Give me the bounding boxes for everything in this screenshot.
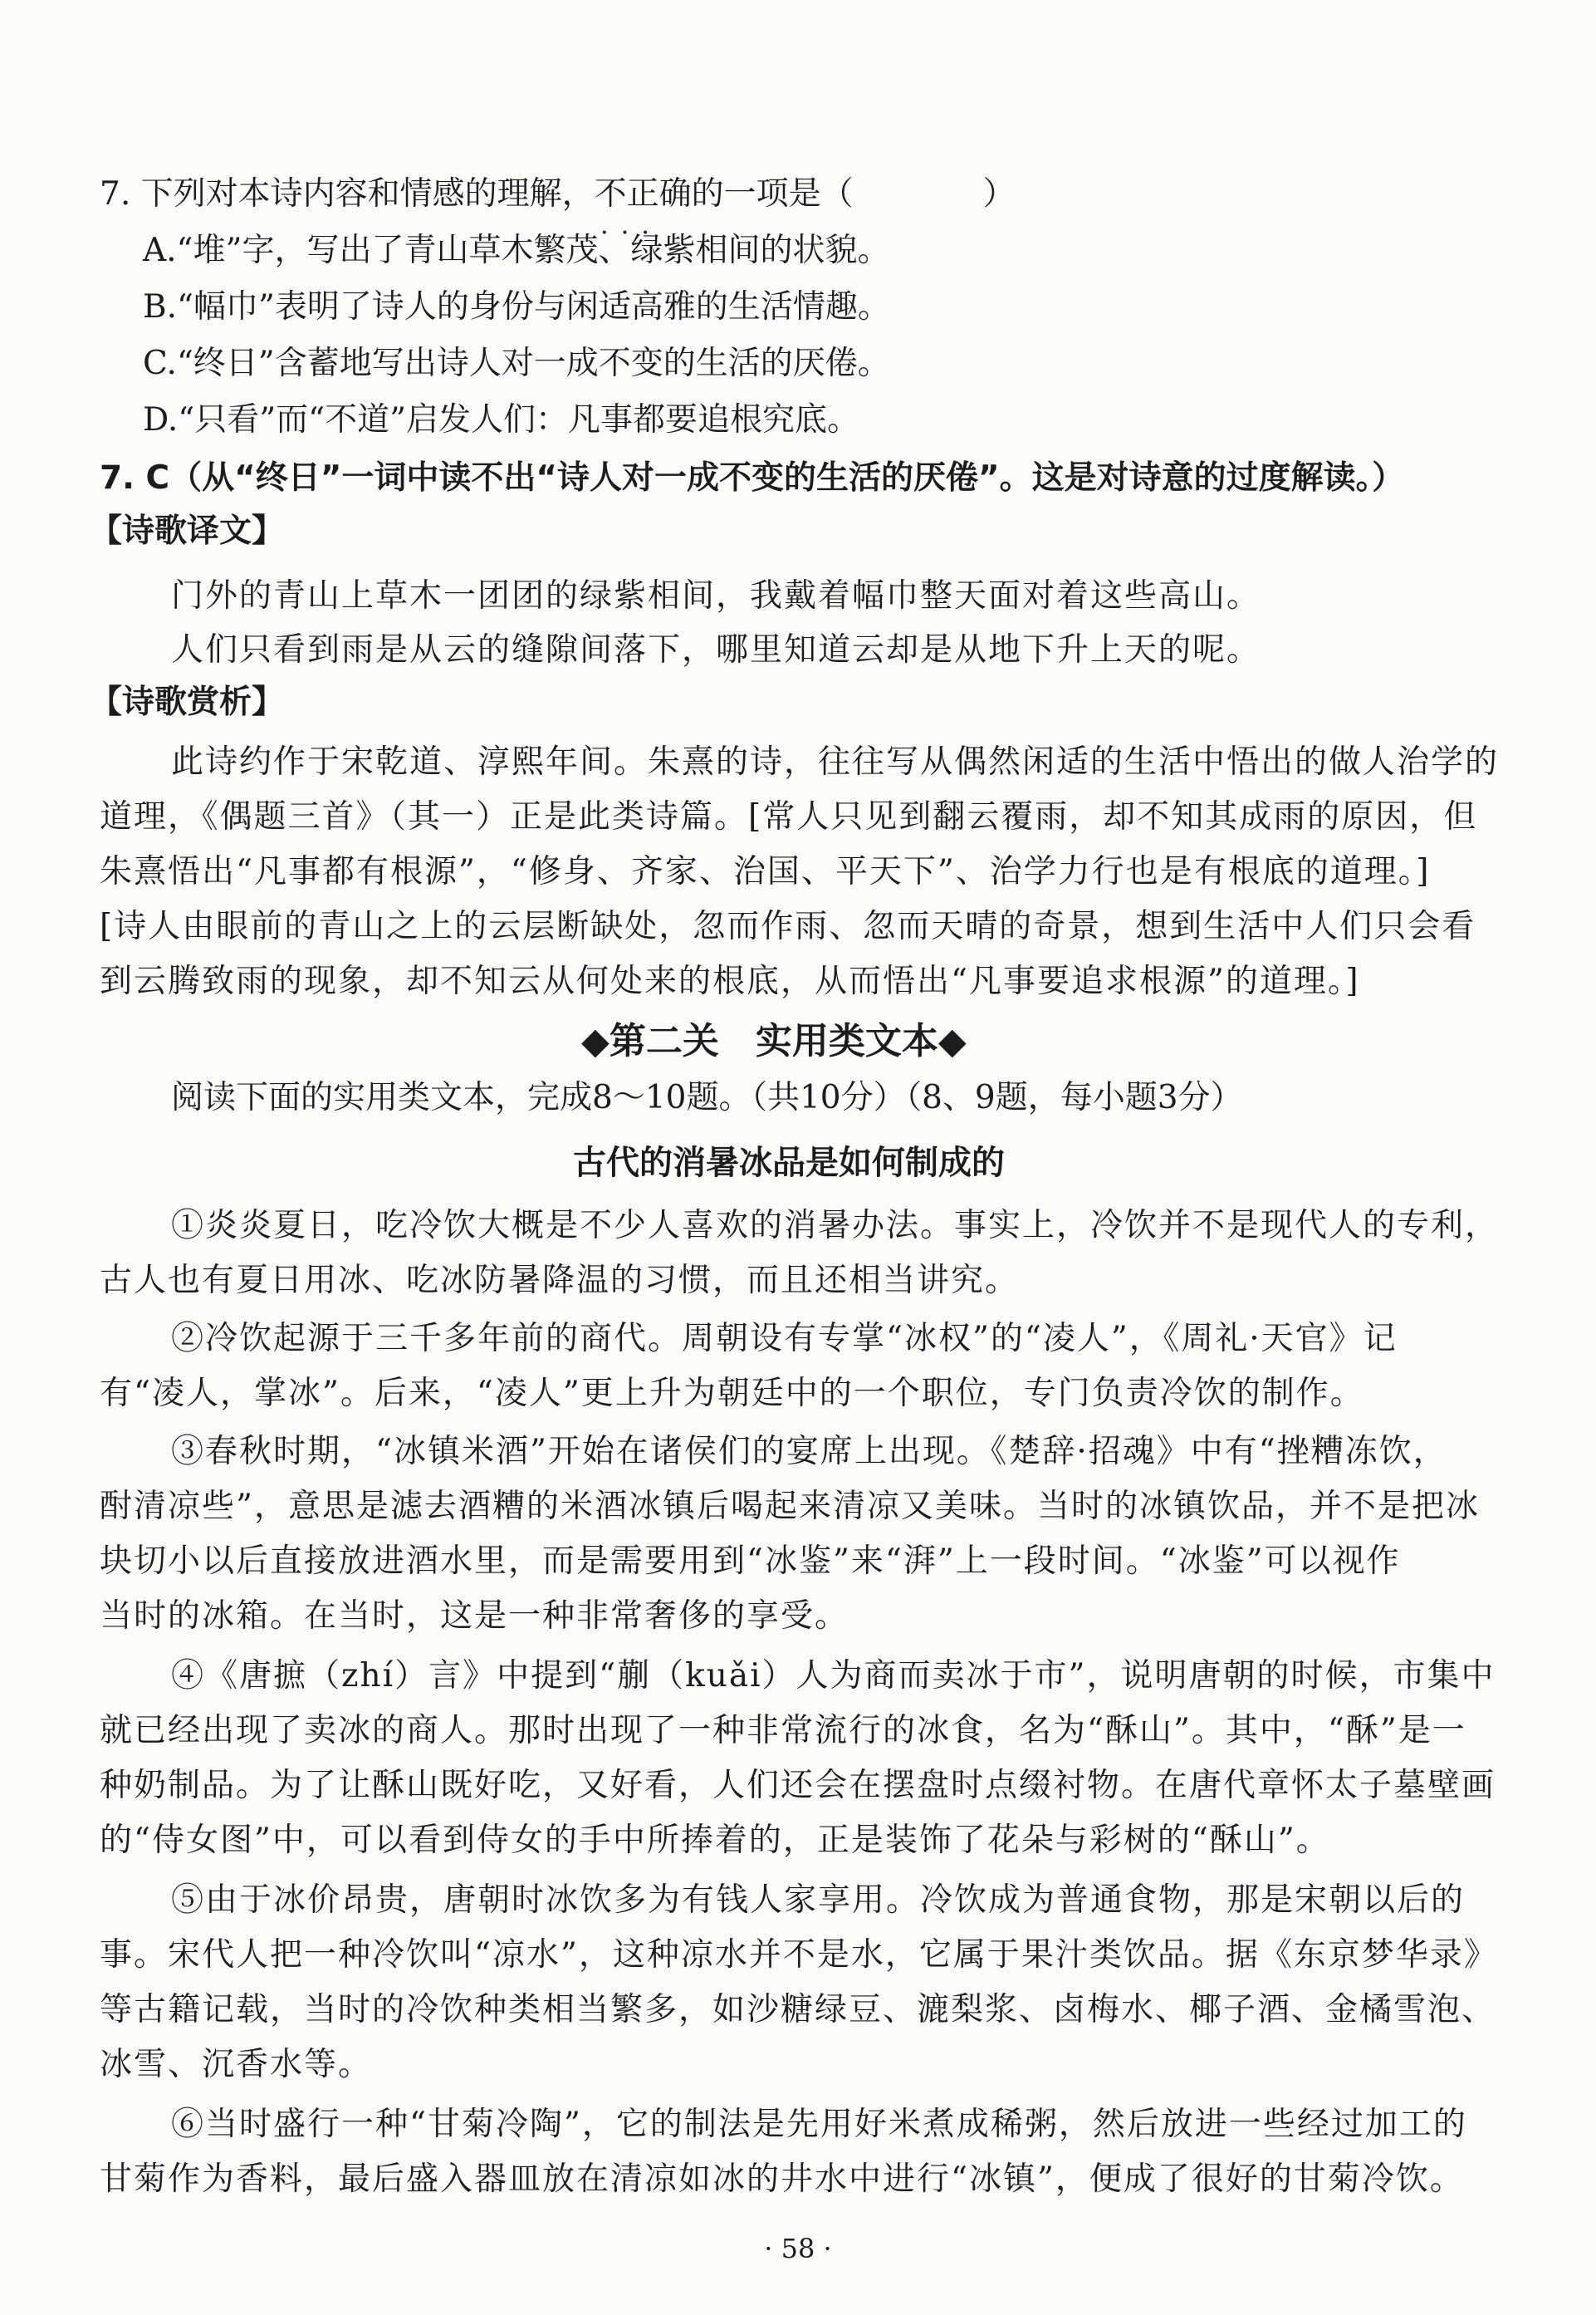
- appreciation-line-1: 此诗约作于宋乾道、淳熙年间。朱熹的诗，往往写从偶然闲适的生活中悟出的做人治学的: [171, 743, 1500, 781]
- translation-header: 【诗歌译文】: [90, 513, 285, 550]
- translation-line-2: 人们只看到雨是从云的缝隙间落下，哪里知道云却是从地下升上天的呢。: [171, 631, 1261, 669]
- article-line-2: 古人也有夏日用冰、吃冰防暑降温的习惯，而且还相当讲究。: [100, 1262, 1020, 1299]
- stem-suffix: 的一项是（ ）: [691, 175, 1016, 213]
- page-number: · 58 ·: [764, 2233, 832, 2264]
- appreciation-header: 【诗歌赏析】: [90, 684, 285, 721]
- article-line-15: 等古籍记载，当时的冷饮种类相当繁多，如沙糖绿豆、漉梨浆、卤梅水、椰子酒、金橘雪泡、: [100, 1991, 1496, 2028]
- article-line-1: ①炎炎夏日，吃冷饮大概是不少人喜欢的消暑办法。事实上，冷饮并不是现代人的专利，: [171, 1207, 1500, 1244]
- question-7-stem: [100, 171, 1016, 218]
- article-line-3: ②冷饮起源于三千多年前的商代。周朝设有专掌“冰权”的“凌人”，《周礼·天官》记: [171, 1320, 1398, 1357]
- article-line-5: ③春秋时期，“冰镇米酒”开始在诸侯们的宴席上出现。《楚辞·招魂》中有“挫糟冻饮，: [171, 1433, 1447, 1470]
- article-line-11: 种奶制品。为了让酥山既好吃，又好看，人们还会在摆盘时点缀衬物。在唐代章怀太子墓壁画: [100, 1767, 1496, 1804]
- article-line-7: 块切小以后直接放进酒水里，而是需要用到“冰鉴”来“湃”上一段时间。“冰鉴”可以视作: [100, 1543, 1401, 1580]
- answer-7: 7. C（从“终日”一词中读不出“诗人对一成不变的生活的厌倦”。这是对诗意的过度解读。）: [100, 459, 1405, 497]
- section-instruction: 阅读下面的实用类文本，完成8～10题。（共10分）（8、9题，每小题3分）: [171, 1079, 1243, 1116]
- appreciation-line-2: 道理，《偶题三首》（其一）正是此类诗篇。[常人只见到翻云覆雨，却不知其成雨的原因，但: [100, 798, 1478, 836]
- appreciation-line-4: [诗人由眼前的青山之上的云层断缺处，忽而作雨、忽而天晴的奇景，想到生活中人们只会看: [100, 908, 1476, 945]
- option-c: C.“终日”含蓄地写出诗人对一成不变的生活的厌倦。: [143, 345, 890, 382]
- stem-prefix: 7. 下列对本诗内容和情感的理解，: [100, 175, 595, 213]
- article-line-14: 事。宋代人把一种冷饮叫“凉水”，这种凉水并不是水，它属于果汁类饮品。据《东京梦华录》: [100, 1936, 1498, 1974]
- section-title: ◆第二关 实用类文本◆: [581, 1020, 967, 1062]
- article-title: 古代的消暑冰品是如何制成的: [573, 1144, 1005, 1182]
- option-a: A.“堆”字，写出了青山草木繁茂、绿紫相间的状貌。: [143, 232, 890, 269]
- option-d: D.“只看”而“不道”启发人们：凡事都要追根究底。: [143, 401, 860, 439]
- article-line-16: 冰雪、沉香水等。: [100, 2046, 373, 2083]
- article-line-10: 就已经出现了卖冰的商人。那时出现了一种非常流行的冰食，名为“酥山”。其中，“酥”是一: [100, 1712, 1466, 1749]
- appreciation-line-3: 朱熹悟出“凡事都有根源”，“修身、齐家、治国、平天下”、治学力行也是有根底的道理。]: [100, 853, 1431, 890]
- article-line-8: 当时的冰箱。在当时，这是一种非常奢侈的享受。: [100, 1597, 849, 1635]
- article-line-9: ④《唐摭（zhí）言》中提到“蒯（kuǎi）人为商而卖冰于市”，说明唐朝的时候，市集中: [171, 1657, 1496, 1695]
- article-line-13: ⑤由于冰价昂贵，唐朝时冰饮多为有钱人家享用。冷饮成为普通食物，那是宋朝以后的: [171, 1881, 1466, 1919]
- appreciation-line-5: 到云腾致雨的现象，却不知云从何处来的根底，从而悟出“凡事要追求根源”的道理。]: [100, 963, 1360, 1000]
- stem-emphasis: 不正确 • • •: [595, 175, 692, 213]
- article-line-12: 的“侍女图”中，可以看到侍女的手中所捧着的，正是装饰了花朵与彩树的“酥山”。: [100, 1822, 1330, 1859]
- option-b: B.“幅巾”表明了诗人的身份与闲适高雅的生活情趣。: [143, 288, 890, 326]
- article-line-18: 甘菊作为香料，最后盛入器皿放在清凉如冰的井水中进行“冰镇”，便成了很好的甘菊冷饮。: [100, 2161, 1464, 2198]
- article-line-17: ⑥当时盛行一种“甘菊冷陶”，它的制法是先用好米煮成稀粥，然后放进一些经过加工的: [171, 2106, 1467, 2143]
- translation-line-1: 门外的青山上草木一团团的绿紫相间，我戴着幅巾整天面对着这些高山。: [171, 577, 1261, 615]
- article-line-6: 酎清凉些”，意思是滤去酒糟的米酒冰镇后喝起来清凉又美味。当时的冰镇饮品，并不是把冰: [100, 1488, 1480, 1525]
- article-line-4: 有“凌人，掌冰”。后来，“凌人”更上升为朝廷中的一个职位，专门负责冷饮的制作。: [100, 1375, 1364, 1412]
